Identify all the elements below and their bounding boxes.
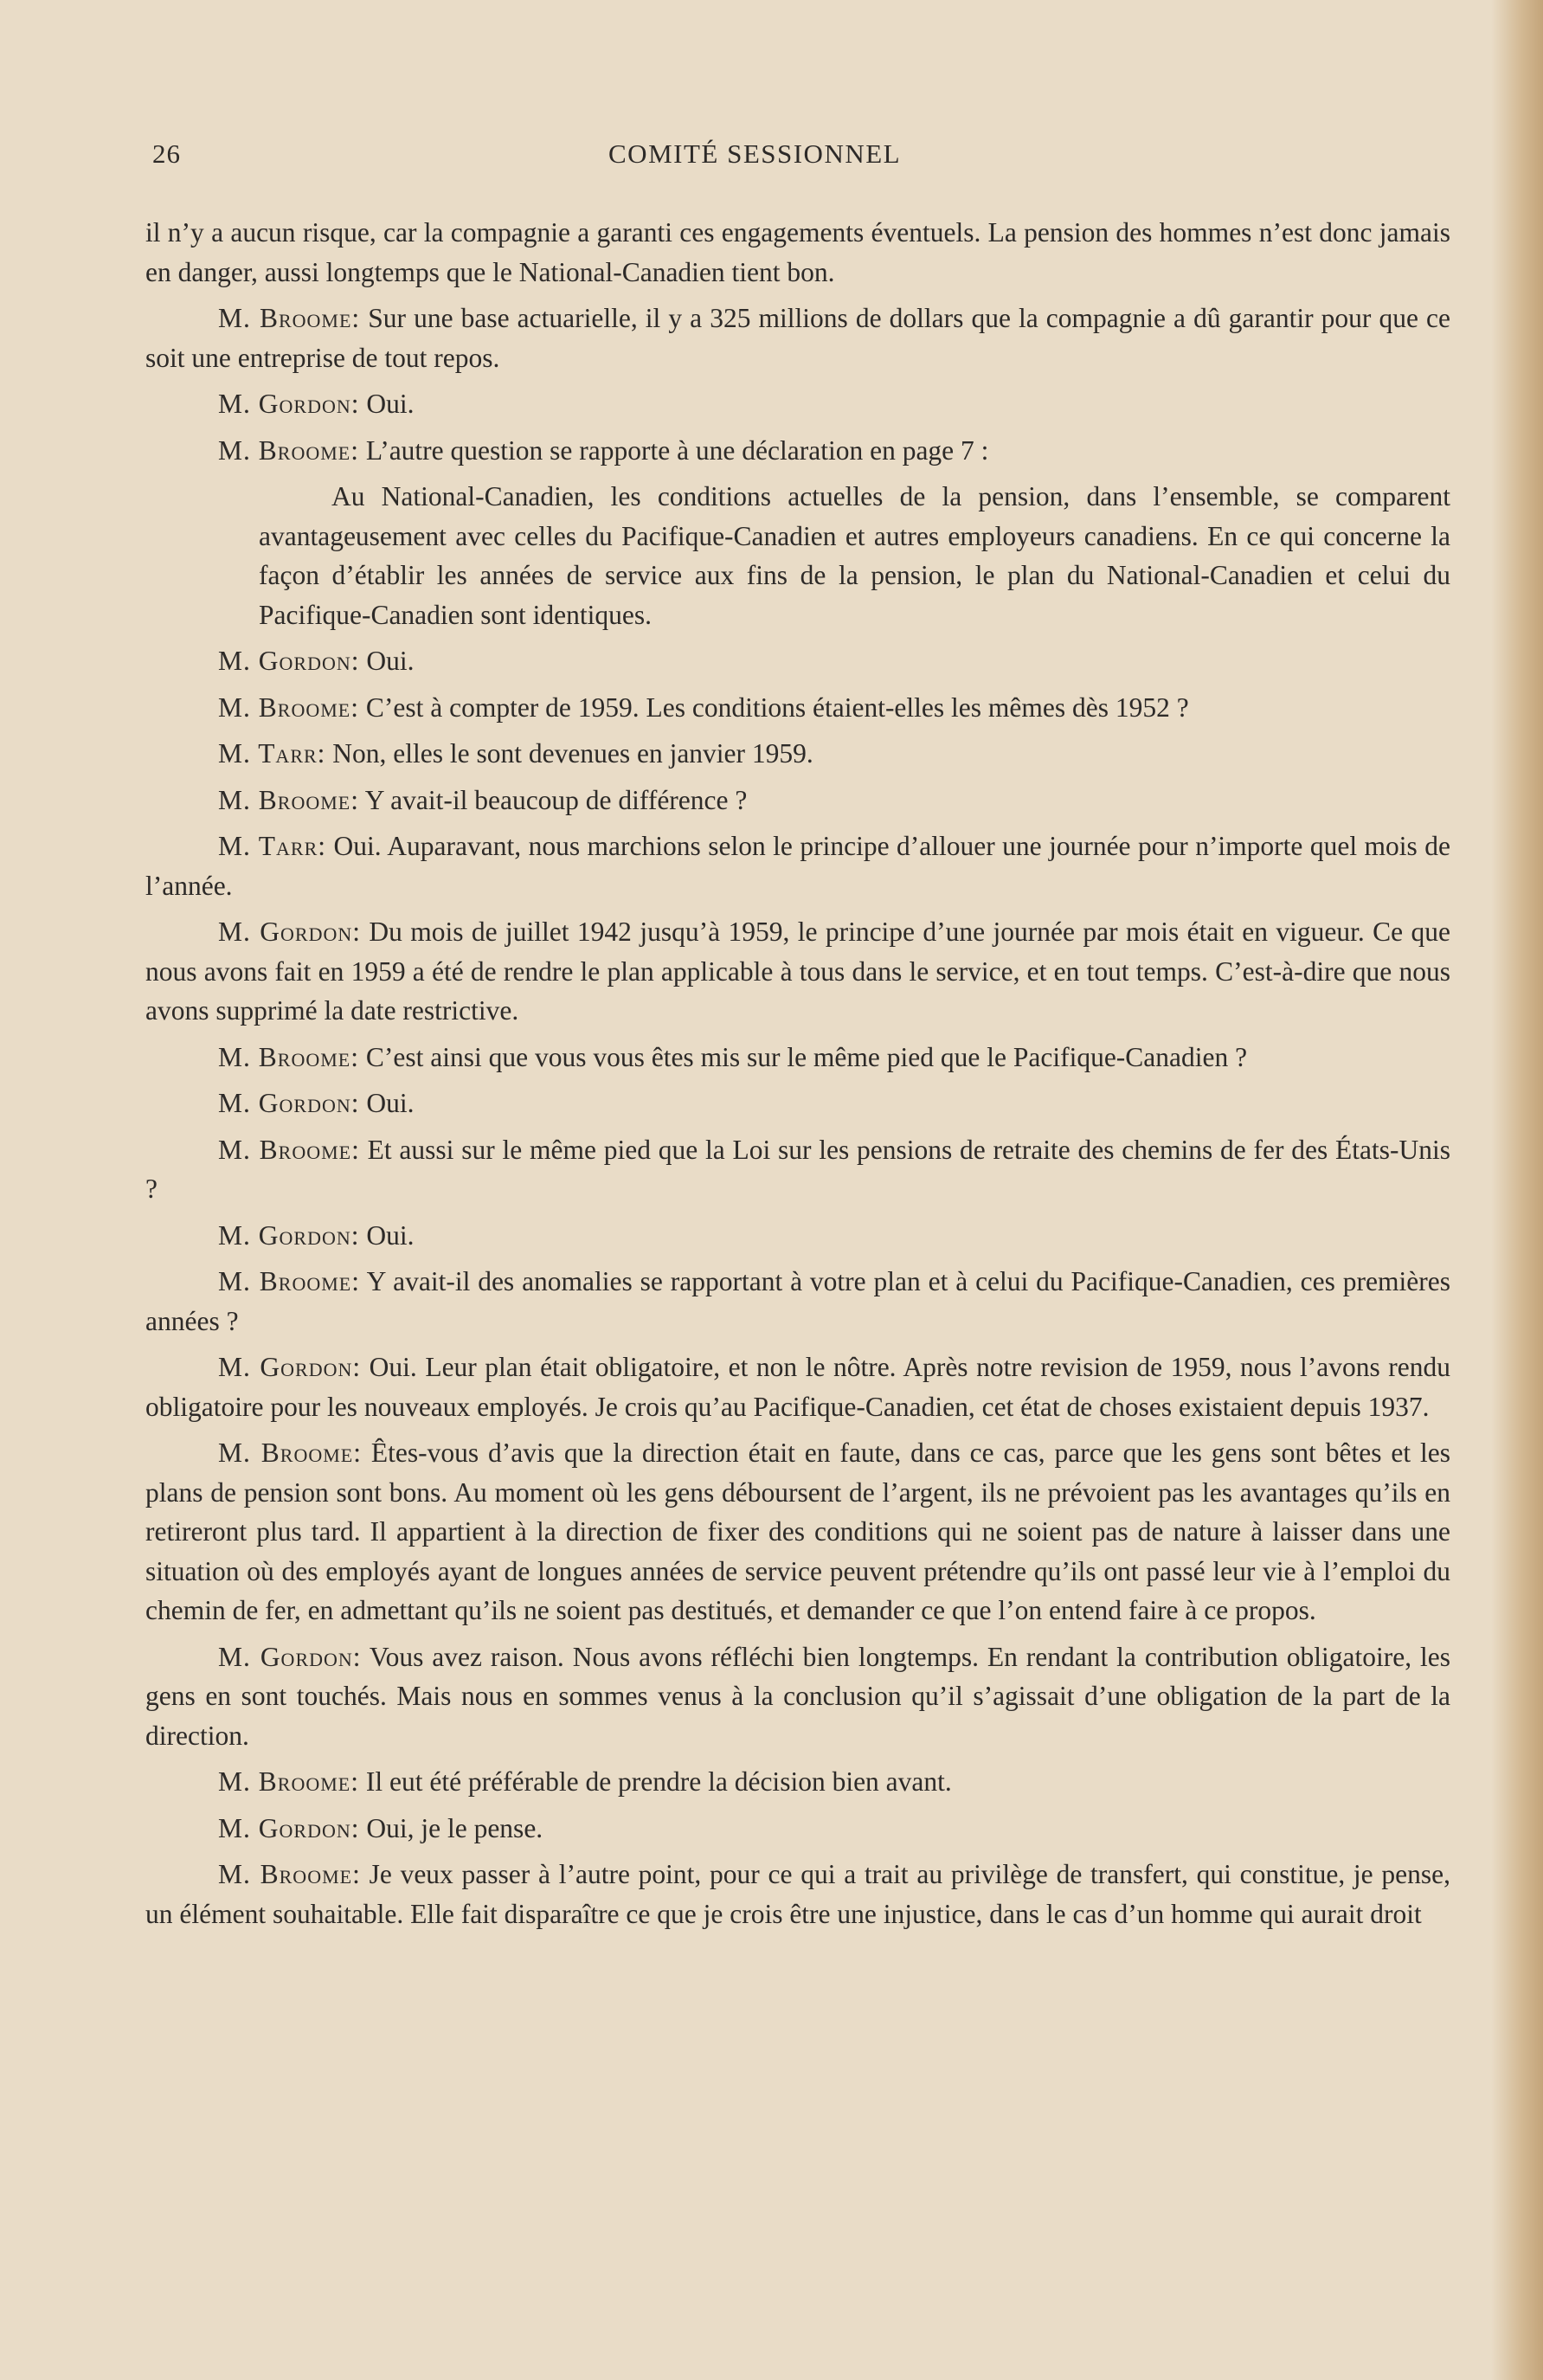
speaker-name: M. Gordon: <box>218 1812 360 1843</box>
paragraph-text: Sur une base actuarielle, il y a 325 millions de dollars que la compagnie a dû garantir pour que ce soit une entreprise de tout repos. <box>145 303 1450 373</box>
speech-paragraph <box>145 827 1450 905</box>
speech-paragraph <box>145 734 1450 774</box>
page-number: 26 <box>152 138 181 169</box>
speaker-name: M. Gordon: <box>218 646 360 676</box>
speaker-name: M. Tarr: <box>218 738 326 769</box>
speech-paragraph <box>145 384 1450 424</box>
paragraph-text: Oui. <box>366 1088 415 1118</box>
speech-paragraph <box>145 1637 1450 1756</box>
paragraph-text: Oui. <box>366 389 415 419</box>
speech-paragraph <box>145 299 1450 377</box>
paragraph-text: Oui, je le pense. <box>366 1812 543 1843</box>
speaker-name: M. Gordon: <box>218 389 360 419</box>
paragraph-text: Je veux passer à l’autre point, pour ce qui a trait au privilège de transfert, qui constitue, je pense, un élément souhaitable. Elle fait disparaître ce que je crois être une injustice, dans le cas d’un homme qui aurait droit <box>145 1859 1451 1929</box>
speech-paragraph <box>145 1038 1450 1077</box>
paragraph-text: Y avait-il des anomalies se rapportant à votre plan et à celui du Pacifique-Canadien, ces premières années ? <box>145 1266 1450 1336</box>
running-title: COMITÉ SESSIONNEL <box>608 138 902 169</box>
speaker-name: M. Broome: <box>218 434 359 466</box>
paragraph-text: il n’y a aucun risque, car la compagnie a garanti ces engagements éventuels. La pension des hommes n’est donc jamais en danger, aussi longtemps que le National-Canadien tient bon. <box>145 217 1450 287</box>
speech-paragraph <box>145 1855 1450 1933</box>
speech-paragraph <box>145 1130 1450 1209</box>
speaker-name: M. Broome: <box>218 1859 361 1889</box>
speaker-name: M. Broome: <box>218 1766 359 1797</box>
speaker-name: M. Gordon: <box>218 1352 362 1382</box>
speech-paragraph <box>145 1762 1450 1802</box>
block-quote <box>259 477 1450 634</box>
speaker-name: M. Broome: <box>218 691 359 723</box>
speaker-name: M. Gordon: <box>218 917 361 947</box>
speech-paragraph <box>145 1809 1450 1849</box>
speaker-name: M. Tarr: <box>218 831 326 861</box>
speech-paragraph <box>145 641 1450 681</box>
speech-paragraph <box>145 1084 1450 1123</box>
paragraph-text: Non, elles le sont devenues en janvier 1959. <box>332 738 813 769</box>
speech-paragraph <box>145 688 1450 728</box>
speaker-name: M. Broome: <box>218 303 361 333</box>
paragraph-text: Du mois de juillet 1942 jusqu’à 1959, le principe d’une journée par mois était en vigueur. Ce que nous avons fait en 1959 a été de rendre le plan applicable à tous dans le service, et en tout temps. C’est-à-dire que nous avons supprimé la date restrictive. <box>145 917 1450 1026</box>
paragraph-text: Oui. Auparavant, nous marchions selon le principe d’allouer une journée pour n’importe quel mois de l’année. <box>145 831 1450 901</box>
paragraph-text: Il eut été préférable de prendre la décision bien avant. <box>365 1766 952 1797</box>
speech-paragraph <box>145 1262 1450 1341</box>
paragraph-text: Oui. Leur plan était obligatoire, et non le nôtre. Après notre revision de 1959, nous l’avons rendu obligatoire pour les nouveaux employés. Je crois qu’au Pacifique-Canadien, cet état de choses existaient depuis 1937. <box>145 1352 1451 1422</box>
speech-paragraph <box>145 781 1450 820</box>
speech-paragraph <box>145 912 1450 1031</box>
speech-paragraph <box>145 1216 1450 1256</box>
paragraph-text: Oui. <box>366 1219 415 1251</box>
speech-paragraph <box>145 431 1450 471</box>
continued-paragraph <box>145 213 1450 292</box>
paragraph-text: C’est à compter de 1959. Les conditions étaient-elles les mêmes dès 1952 ? <box>365 691 1189 723</box>
speaker-name: M. Gordon: <box>218 1219 360 1251</box>
running-head <box>145 130 1450 182</box>
paragraph-text: L’autre question se rapporte à une déclaration en page 7 : <box>365 434 989 466</box>
document-body <box>145 213 1450 1933</box>
paragraph-text: Êtes-vous d’avis que la direction était en faute, dans ce cas, parce que les gens sont bêtes et les plans de pension sont bons. Au moment où les gens déboursent de l’argent, ils ne prévoient pas les avantages qu’ils en retireront plus tard. Il appartient à la direction de fixer des conditions qui ne soient pas de nature à laisser dans une situation où des employés ayant de longues années de service peuvent prétendre qu’ils ont passé leur vie à l’emploi du chemin de fer, en admettant qu’ils ne soient pas destitués, et demander ce que l’on entend faire à ce propos. <box>145 1438 1451 1625</box>
speaker-name: M. Broome: <box>218 1266 360 1296</box>
page-edge-shadow <box>1491 0 1543 2380</box>
paragraph-text: Y avait-il beaucoup de différence ? <box>364 784 748 815</box>
speaker-name: M. Gordon: <box>218 1088 360 1118</box>
speaker-name: M. Broome: <box>218 1041 359 1072</box>
speaker-name: M. Broome: <box>218 1438 362 1468</box>
paragraph-text: Oui. <box>366 646 415 676</box>
speech-paragraph <box>145 1348 1450 1426</box>
document-page <box>145 130 1450 1940</box>
speaker-name: M. Broome: <box>218 1134 360 1165</box>
paragraph-text: Et aussi sur le même pied que la Loi sur les pensions de retraite des chemins de fer des États-Unis ? <box>145 1134 1450 1204</box>
speech-paragraph <box>145 1433 1450 1631</box>
paragraph-text: Au National-Canadien, les conditions actuelles de la pension, dans l’ensemble, se comparent avantageusement avec celles du Pacifique-Canadien et autres employeurs canadiens. En ce qui concerne la façon d’établir les années de service aux fins de la pension, le plan du National-Canadien et celui du Pacifique-Canadien sont identiques. <box>259 481 1450 630</box>
speaker-name: M. Broome: <box>218 784 359 815</box>
speaker-name: M. Gordon: <box>218 1641 362 1672</box>
paragraph-text: Vous avez raison. Nous avons réfléchi bien longtemps. En rendant la contribution obligatoire, les gens en sont touchés. Mais nous en sommes venus à la conclusion qu’il s’agissait d’une obligation de la part de la direction. <box>145 1641 1451 1751</box>
paragraph-text: C’est ainsi que vous vous êtes mis sur le même pied que le Pacifique-Canadien ? <box>365 1041 1248 1072</box>
